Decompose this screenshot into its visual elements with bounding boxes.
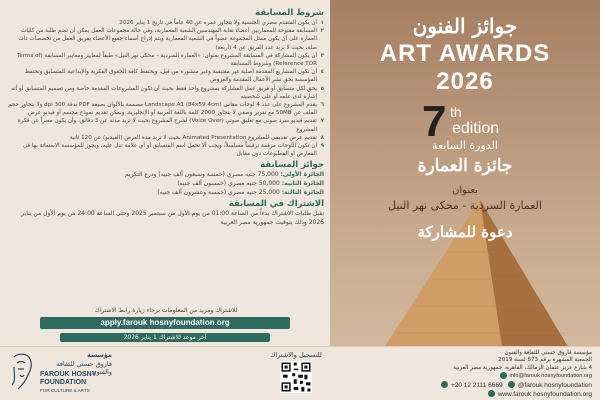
condition-item: ٦ يقدم المشروع على عدد 4 لوحات مقاس Landscape A1 (84x59.4cm) مصممة بالألوان بصيغة PDF بدقة 300 dpi ولا يتجاوز حجم الملف عن 50MB مع تقرير وصفي لا يتجاوز 2000 كلمة باللغة العربية أو الإنجليزية، ويمكن تقديم نموذج مجسم أو فيديو عرض [8, 102, 324, 117]
participation-text: تقبل طلبات الاشتراك بدءاً من الساعة 01:00 من يوم الأول من سبتمبر 2025 وحتى الساعة 24:00 من يوم الأول من يناير 2026 وذلك بتوقيت جمهورية مصر العربية [21, 210, 324, 226]
prize-item: الجائزة الثالثة: 25,000 جنيه مصري (خمسة وعشرون ألف جنيه) [157, 188, 324, 196]
edition-arabic: الدورة السابعة [432, 139, 498, 152]
prize-item: الجائزة الثانية: 50,000 جنيه مصري (خمسون ألف جنيه) [177, 180, 324, 188]
foundation-name-ar-1: مؤسسة [86, 351, 112, 359]
contact-block [340, 350, 592, 399]
foundation-name-en-3: FOR CULTURE & ARTS [40, 388, 90, 393]
portrait-sketch-icon [8, 351, 36, 393]
phone-number[interactable]: +20 12 2111 6669 [450, 381, 503, 389]
foundation-name-en-1: FAROUK HOSNY [40, 371, 97, 378]
prizes-list [8, 171, 324, 197]
website-line: www.farouk hosnyfoundation.org [340, 390, 592, 399]
edition-word: edition [452, 120, 500, 137]
conditions-list [8, 19, 324, 158]
email-icon [500, 372, 507, 379]
details-column [8, 6, 324, 227]
conditions-title: شروط المسابقة [255, 8, 324, 18]
foundation-name-ar-2: فاروق حسني للثقافة والفنون [56, 360, 112, 376]
phone-social-line [340, 381, 592, 390]
address-line-3: 4 شارع عزيز عثمان الزمالك، القاهرة، جمهورية مصر العربية [453, 364, 592, 371]
condition-item: ٩ أن تكون اللوحات مرقمة ترقيماً مسلسلاً، ويجب ألا تحمل اسم المتسابق أو أي علامة تدل عليه، ويجوز للمؤسسة الاستعانة بها في المعارض أو المطبوعات دون مقابل [22, 143, 324, 158]
foundation-logo [8, 351, 112, 397]
invitation-title: دعوة للمشاركة [417, 223, 513, 241]
foundation-name-en-2: FOUNDATION [40, 379, 87, 386]
poster-title-ar: جوائز الفنون [412, 14, 518, 38]
poster-panel [330, 0, 600, 400]
condition-item: ١ أن يكون المتقدم مصري الجنسية ولا يتجاوز عمره عن 40 عاماً في تاريخ 1 يناير 2026 [119, 20, 324, 26]
theme-title: العمارة السردية - محكى نهر النيل [388, 199, 542, 212]
phone-icon [441, 381, 448, 388]
participation-title: الاشتراك في المسابقة [228, 199, 324, 210]
info-note: للاشتراك ومزيد من المعلومات برجاء زيارة رابط الاشتراك [94, 307, 238, 314]
condition-item: ٨ تقديم عرض تقديمي للمشروع Animated Presentation بحيث لا تزيد مدة العرض (الفيديو) عن 120 ثانية [69, 134, 324, 141]
condition-item: ٤ أن تكون المشاريع المقدمة أصلية غير مقتبسة وغير منشورة من قبل، ويحتفظ كافة الحقوق الفكرية والإبداعية للمتسابق وتحتفظ المؤسسة بحق نشر الأعمال المقدمة والعروض [24, 69, 324, 84]
qr-code-icon[interactable] [280, 361, 312, 393]
condition-item: ٢ المسابقة مفتوحة للمعماريين أعضاء نقابة المهندسين الشعبة المعمارية، وفي حالة مجموعات العمل يمكن أن تضم طلبة من كليات العمارة على أن يكون ممثل المجموعة عضواً في الشعبة المعمارية ويتم إدراج أسماء جميع الأعضاء بفريق العمل من تخصصات ذات صلة، بحيث لا يزيد عدد الفريق عن 4 (أربعة) [18, 28, 324, 51]
globe-icon [488, 390, 495, 397]
prize-name: جائزة العمارة [417, 156, 513, 176]
condition-item: ٣ أن يكون المشاركة في المسابقة المشروع بعنوان: «العمارة السردية – محكى نهر النيل» طبقاً لمعايير ومعايير المسابقة (Terms of Reference TOR) وشروط المسابقة [16, 52, 324, 68]
poster-year: 2026 [436, 68, 494, 95]
address-line-1: مؤسسة فاروق حسني للثقافة والفنون [504, 350, 592, 356]
poster-title-en: ART AWARDS [379, 40, 551, 67]
register-label: للتسجيل والاشتراك [270, 351, 322, 359]
prizes-title: جوائز المسابقة [260, 160, 324, 171]
theme-label: بعنوان [452, 185, 478, 196]
email-line: info@farouk hosnyfoundation.org [340, 372, 592, 380]
social-icon [508, 381, 515, 388]
edition-suffix: th [450, 104, 462, 120]
condition-item: ٥ يحق لكل متسابق أو فريق عمل المشاركة بمشروع واحد فقط بحيث أن تكون المشروعات المقدمة خاصة ومن تصميم المتسابق أو أنه إشارة لدى علمه أو على شخصيته [11, 85, 324, 100]
address-line-2: الجمعية المشهرة برقم 873 لسنة 2019 [498, 357, 592, 364]
registration-block [262, 351, 330, 393]
condition-item: ٧ تقديم فيديو سرد صوتي مع تعليق صوتي (Voice Over) لشرح المشروع بحيث لا تزيد مدته عن 3 دقائق، وأن يكون معبراً عن فكرة المشروع [17, 118, 324, 133]
social-handle[interactable]: @farouk hosnyfoundation [517, 381, 592, 389]
edition-number: 7 [422, 97, 447, 146]
application-link[interactable]: apply.farouk hosnyfoundation.org [40, 317, 290, 329]
footer [0, 346, 600, 400]
deadline-badge: آخر موعد للاشتراك 1 يناير 2026 [60, 333, 270, 342]
prize-item: الجائزة الأولى: 75,000 جنيه مصري (خمسة وسبعون ألف جنيه) ودرع التكريم [124, 171, 324, 179]
